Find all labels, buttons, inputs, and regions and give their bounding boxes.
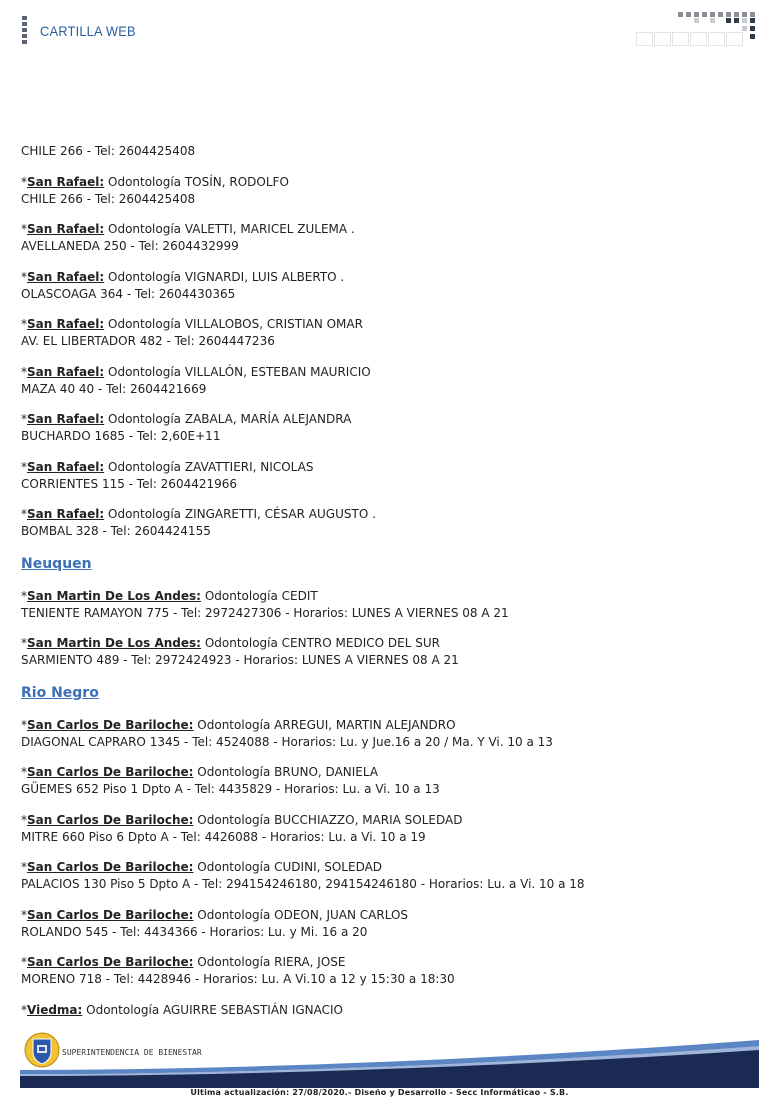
bullet-asterisk: * bbox=[21, 955, 27, 969]
bullet-asterisk: * bbox=[21, 717, 27, 732]
provider-details: MORENO 718 - Tel: 4428946 - Horarios: Lu. A Vi.10 a 12 y 15:30 a 18:30 bbox=[21, 972, 455, 986]
provider-city: San Rafael: bbox=[27, 174, 105, 189]
bullet-asterisk: * bbox=[21, 174, 27, 189]
provider-name: Odontología CUDINI, SOLEDAD bbox=[197, 860, 383, 874]
provider-city: San Carlos De Bariloche: bbox=[27, 765, 194, 779]
provider-line bbox=[21, 717, 741, 734]
provider-entry bbox=[21, 588, 741, 622]
provider-line bbox=[21, 907, 741, 924]
region-heading: Rio Negro bbox=[21, 684, 99, 701]
provider-city: San Carlos De Bariloche: bbox=[27, 812, 194, 827]
provider-details: PALACIOS 130 Piso 5 Dpto A - Tel: 294154246180, 294154246180 - Horarios: Lu. a Vi. 10 a 18 bbox=[21, 877, 585, 891]
provider-line bbox=[21, 954, 741, 971]
provider-line bbox=[21, 1002, 741, 1019]
provider-entry bbox=[21, 459, 741, 493]
listing-content bbox=[21, 143, 741, 1032]
provider-name: Odontología TOSÍN, RODOLFO bbox=[108, 174, 289, 189]
sections bbox=[21, 174, 741, 1019]
provider-name: Odontología ZABALA, MARÍA ALEJANDRA bbox=[108, 412, 352, 426]
provider-city: San Rafael: bbox=[27, 459, 105, 474]
footer-last-update: Ultima actualización: 27/08/2020.- Diseño y Desarrollo - Secc Informáticao - S.B. bbox=[190, 1088, 569, 1097]
provider-entry bbox=[21, 1002, 741, 1019]
entry-details: CHILE 266 - Tel: 2604425408 bbox=[21, 144, 196, 158]
provider-details: MAZA 40 40 - Tel: 2604421669 bbox=[21, 381, 207, 396]
provider-name: Odontología BRUNO, DANIELA bbox=[197, 765, 379, 779]
provider-entry bbox=[21, 635, 741, 669]
header-accent-bar bbox=[22, 16, 27, 46]
provider-city: San Martin De Los Andes: bbox=[27, 588, 201, 603]
provider-details: AVELLANEDA 250 - Tel: 2604432999 bbox=[21, 239, 239, 253]
provider-name: Odontología VILLALÓN, ESTEBAN MAURICIO bbox=[108, 364, 371, 379]
bullet-asterisk: * bbox=[21, 636, 27, 650]
provider-line bbox=[21, 506, 741, 523]
provider-city: San Rafael: bbox=[27, 222, 105, 236]
provider-line bbox=[21, 269, 741, 286]
provider-details: BOMBAL 328 - Tel: 2604424155 bbox=[21, 524, 211, 538]
provider-line bbox=[21, 459, 741, 476]
provider-city: San Rafael: bbox=[27, 412, 105, 426]
bullet-asterisk: * bbox=[21, 588, 27, 603]
provider-line bbox=[21, 316, 741, 333]
bullet-asterisk: * bbox=[21, 812, 27, 827]
provider-city: San Rafael: bbox=[27, 269, 105, 284]
provider-name: Odontología AGUIRRE SEBASTIÁN IGNACIO bbox=[86, 1002, 344, 1017]
bullet-asterisk: * bbox=[21, 364, 27, 379]
provider-line bbox=[21, 411, 741, 428]
provider-details: OLASCOAGA 364 - Tel: 2604430365 bbox=[21, 286, 236, 301]
bullet-asterisk: * bbox=[21, 907, 27, 922]
provider-entry bbox=[21, 411, 741, 445]
bullet-asterisk: * bbox=[21, 765, 27, 779]
bullet-asterisk: * bbox=[21, 459, 27, 474]
provider-city: San Rafael: bbox=[27, 317, 105, 331]
provider-details: GÜEMES 652 Piso 1 Dpto A - Tel: 4435829 - Horarios: Lu. a Vi. 10 a 13 bbox=[21, 782, 440, 796]
provider-city: San Carlos De Bariloche: bbox=[27, 717, 194, 732]
bullet-asterisk: * bbox=[21, 317, 27, 331]
region-heading: Neuquen bbox=[21, 555, 92, 572]
provider-entry bbox=[21, 812, 741, 846]
provider-details: CHILE 266 - Tel: 2604425408 bbox=[21, 191, 196, 206]
provider-entry bbox=[21, 269, 741, 303]
provider-entry bbox=[21, 859, 741, 893]
provider-details: BUCHARDO 1685 - Tel: 2,60E+11 bbox=[21, 429, 221, 443]
provider-city: San Carlos De Bariloche: bbox=[27, 907, 194, 922]
provider-line bbox=[21, 588, 741, 605]
provider-name: Odontología VIGNARDI, LUIS ALBERTO . bbox=[108, 269, 345, 284]
bullet-asterisk: * bbox=[21, 269, 27, 284]
page-footer bbox=[0, 1030, 759, 1101]
provider-name: Odontología CENTRO MEDICO DEL SUR bbox=[204, 636, 440, 650]
provider-name: Odontología ODEON, JUAN CARLOS bbox=[197, 907, 409, 922]
provider-city: San Rafael: bbox=[27, 507, 105, 521]
provider-entry bbox=[21, 221, 741, 255]
provider-entry bbox=[21, 364, 741, 398]
provider-details: MITRE 660 Piso 6 Dpto A - Tel: 4426088 - Horarios: Lu. a Vi. 10 a 19 bbox=[21, 829, 426, 844]
provider-name: Odontología BUCCHIAZZO, MARIA SOLEDAD bbox=[197, 812, 463, 827]
provider-details: AV. EL LIBERTADOR 482 - Tel: 2604447236 bbox=[21, 334, 275, 348]
bullet-asterisk: * bbox=[21, 860, 27, 874]
bullet-asterisk: * bbox=[21, 222, 27, 236]
provider-city: San Rafael: bbox=[27, 364, 105, 379]
provider-line bbox=[21, 812, 741, 829]
provider-city: San Carlos De Bariloche: bbox=[27, 955, 194, 969]
provider-entry bbox=[21, 907, 741, 941]
provider-name: Odontología RIERA, JOSE bbox=[197, 955, 346, 969]
footer-wave-banner bbox=[0, 1030, 759, 1088]
provider-line bbox=[21, 764, 741, 781]
provider-line bbox=[21, 221, 741, 238]
provider-entry bbox=[21, 316, 741, 350]
provider-name: Odontología ZAVATTIERI, NICOLAS bbox=[108, 459, 314, 474]
provider-name: Odontología ARREGUI, MARTIN ALEJANDRO bbox=[197, 717, 456, 732]
provider-line bbox=[21, 364, 741, 381]
provider-details: ROLANDO 545 - Tel: 4434366 - Horarios: Lu. y Mi. 16 a 20 bbox=[21, 924, 368, 939]
provider-entry bbox=[21, 174, 741, 208]
header-title: CARTILLA WEB bbox=[40, 23, 136, 39]
page-header bbox=[0, 0, 759, 60]
provider-entry bbox=[21, 717, 741, 751]
provider-line bbox=[21, 174, 741, 191]
continued-entry bbox=[21, 143, 741, 160]
header-pixel-decoration bbox=[634, 12, 759, 48]
provider-line bbox=[21, 635, 741, 652]
provider-details: DIAGONAL CAPRARO 1345 - Tel: 4524088 - Horarios: Lu. y Jue.16 a 20 / Ma. Y Vi. 10 a 13 bbox=[21, 734, 553, 749]
provider-city: Viedma: bbox=[27, 1002, 83, 1017]
provider-line bbox=[21, 859, 741, 876]
provider-city: San Martin De Los Andes: bbox=[27, 636, 201, 650]
bullet-asterisk: * bbox=[21, 1002, 27, 1017]
provider-name: Odontología VALETTI, MARICEL ZULEMA . bbox=[108, 222, 355, 236]
provider-details: SARMIENTO 489 - Tel: 2972424923 - Horarios: LUNES A VIERNES 08 A 21 bbox=[21, 653, 459, 667]
provider-name: Odontología VILLALOBOS, CRISTIAN OMAR bbox=[108, 317, 363, 331]
bullet-asterisk: * bbox=[21, 507, 27, 521]
provider-entry bbox=[21, 954, 741, 988]
provider-name: Odontología CEDIT bbox=[204, 588, 318, 603]
provider-name: Odontología ZINGARETTI, CÉSAR AUGUSTO . bbox=[108, 507, 376, 521]
bullet-asterisk: * bbox=[21, 412, 27, 426]
provider-entry bbox=[21, 764, 741, 798]
provider-city: San Carlos De Bariloche: bbox=[27, 860, 194, 874]
superintendencia-logo-icon bbox=[24, 1032, 60, 1068]
provider-details: TENIENTE RAMAYON 775 - Tel: 2972427306 - Horarios: LUNES A VIERNES 08 A 21 bbox=[21, 605, 509, 620]
provider-entry bbox=[21, 506, 741, 540]
provider-details: CORRIENTES 115 - Tel: 2604421966 bbox=[21, 476, 238, 491]
footer-org-name: SUPERINTENDENCIA DE BIENESTAR bbox=[62, 1048, 202, 1057]
